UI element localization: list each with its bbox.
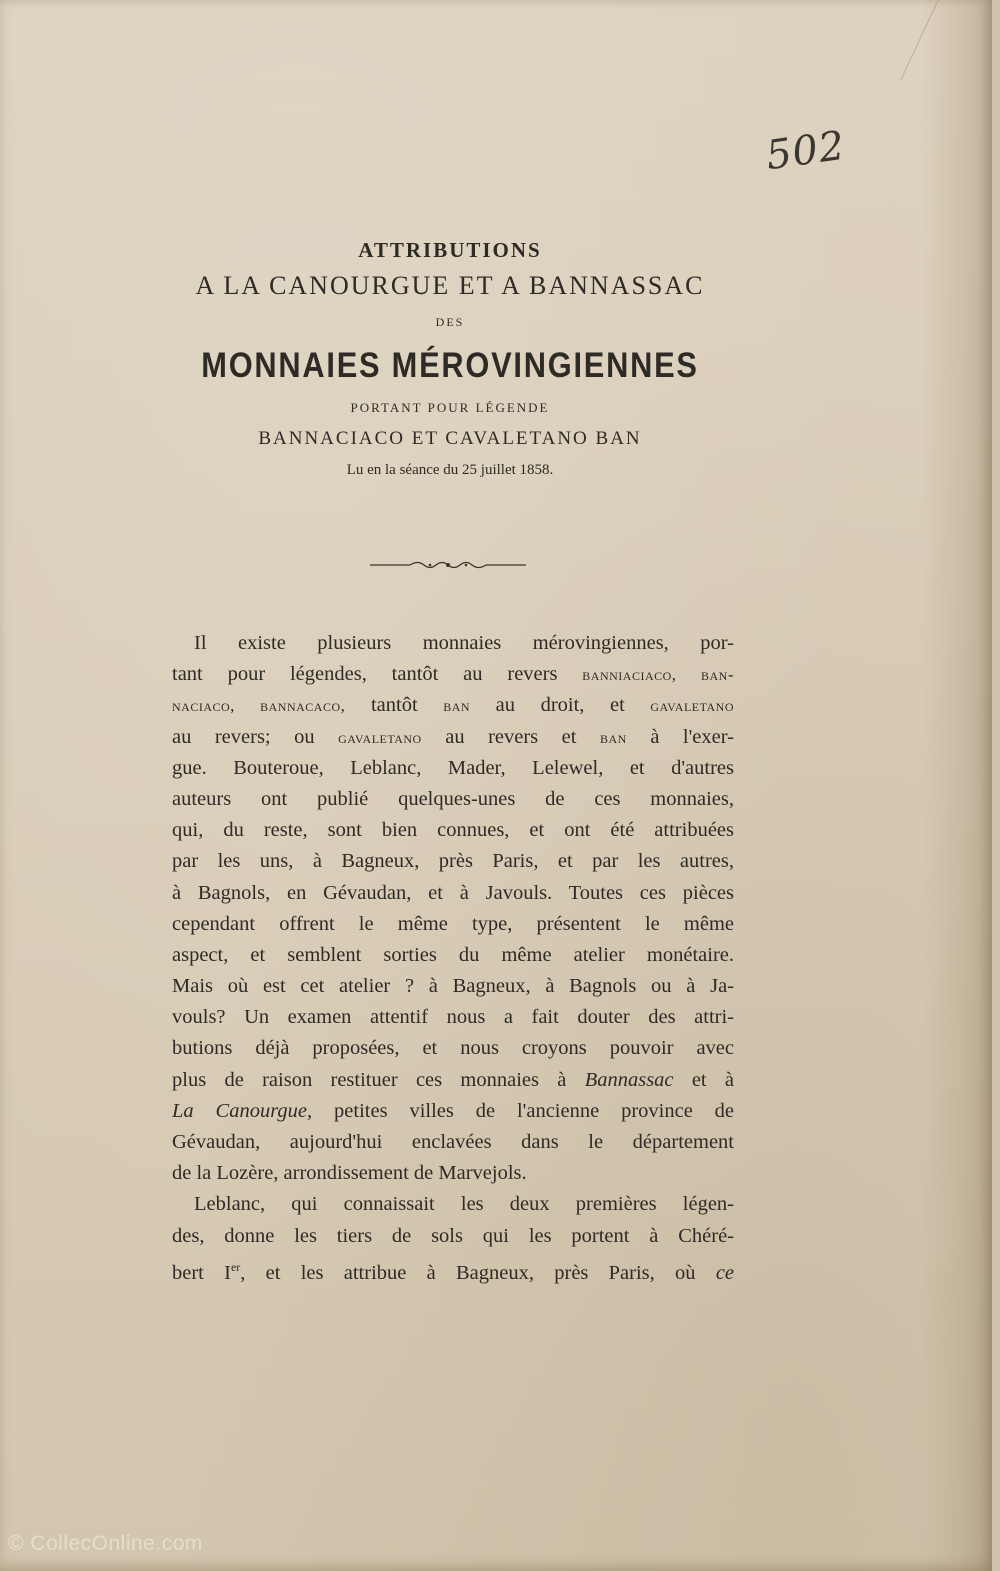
title-session-date: Lu en la séance du 25 juillet 1858.: [346, 462, 554, 478]
legend-text: banniaciaco, ban-: [582, 665, 735, 685]
text-line: [172, 971, 734, 1002]
text-segment: au revers et: [445, 725, 577, 748]
text-segment: gue. Bouteroue, Leblanc, Mader, Lelewel, et d'autres: [172, 756, 734, 779]
text-segment: Leblanc, qui connaissait les deux premières légen-: [194, 1193, 734, 1216]
text-line: [172, 753, 734, 784]
title-main: MONNAIES MÉROVINGIENNES: [201, 346, 699, 385]
text-segment: et à: [691, 1068, 734, 1091]
handwritten-inventory-number: 502: [763, 122, 849, 180]
text-segment: Mais où est cet atelier ? à Bagneux, à Bagnols ou à Ja-: [172, 975, 734, 998]
text-segment: à Bagnols, en Gévaudan, et à Javouls. Toutes ces pièces: [172, 881, 734, 904]
text-segment: tantôt: [370, 694, 418, 717]
text-line: [172, 784, 734, 815]
legend-text: naciaco, bannacaco,: [172, 696, 346, 716]
text-segment: de la Lozère, arrondissement de Marvejols.: [172, 1162, 527, 1185]
watermark-text: © CollecOnline.com: [8, 1532, 203, 1555]
title-legends: BANNACIACO ET CAVALETANO BAN: [258, 428, 642, 449]
text-line: [172, 909, 734, 940]
text-line: [172, 1127, 734, 1158]
superscript: er: [230, 1259, 241, 1274]
legend-text: gavaletano: [338, 727, 422, 747]
italic-catchword: ce: [715, 1261, 735, 1284]
text-segment: qui, du reste, sont bien connues, et ont été attribuées: [172, 819, 734, 842]
title-des: DES: [435, 315, 465, 329]
text-segment: petites villes de l'ancienne province de: [334, 1099, 735, 1122]
title-portant: PORTANT POUR LÉGENDE: [350, 400, 550, 415]
italic-place-name: La Canourgue,: [172, 1099, 313, 1122]
text-segment: par les uns, à Bagneux, près Paris, et par les autres,: [172, 850, 734, 873]
text-line: [172, 690, 734, 721]
ornament-divider-icon: [370, 558, 526, 572]
text-line: [172, 628, 734, 659]
text-line: [172, 659, 734, 690]
text-segment: tant pour légendes, tantôt au revers: [172, 663, 558, 686]
text-line: [172, 1033, 734, 1064]
text-segment: des, donne les tiers de sols qui les portent à Chéré-: [172, 1224, 734, 1247]
title-places: A LA CANOURGUE ET A BANNASSAC: [195, 271, 705, 300]
legend-text: ban: [443, 696, 471, 716]
text-line: [172, 1158, 734, 1189]
text-segment: auteurs ont publié quelques-unes de ces monnaies,: [172, 787, 734, 810]
text-segment: au droit, et: [495, 694, 625, 717]
text-line: [172, 940, 734, 971]
text-segment: plus de raison restituer ces monnaies à: [172, 1068, 567, 1091]
text-segment: , et les attribue à Bagneux, près Paris, où: [240, 1261, 696, 1284]
text-segment: cependant offrent le même type, présentent le même: [172, 912, 734, 935]
text-line: [172, 1002, 734, 1033]
text-line: [172, 722, 734, 753]
body-text: [172, 628, 734, 1283]
legend-text: gavaletano: [650, 696, 734, 716]
text-segment: Gévaudan, aujourd'hui enclavées dans le département: [172, 1131, 734, 1153]
text-segment: au revers; ou: [172, 725, 315, 748]
text-segment: butions déjà proposées, et nous croyons pouvoir avec: [172, 1037, 734, 1060]
text-line: [172, 1189, 734, 1220]
text-segment: aspect, et semblent sorties du même atelier monétaire.: [172, 943, 734, 966]
title-block: [150, 238, 750, 491]
text-line: [172, 846, 734, 877]
text-line: [172, 878, 734, 909]
text-line: [172, 815, 734, 846]
text-line: [172, 1221, 734, 1252]
text-line: [172, 1096, 734, 1127]
page-edge-shadow: [922, 0, 992, 1571]
italic-place-name: Bannassac: [584, 1068, 674, 1091]
text-segment: à l'exer-: [650, 725, 734, 748]
text-line: [172, 1252, 734, 1283]
text-segment: vouls? Un examen attentif nous a fait douter des attri-: [172, 1006, 734, 1029]
text-segment: Il existe plusieurs monnaies mérovingiennes, por-: [194, 632, 734, 654]
title-attributions: ATTRIBUTIONS: [358, 238, 542, 262]
text-line: [172, 1065, 734, 1096]
text-segment: bert I: [172, 1261, 231, 1284]
legend-text: ban: [599, 727, 627, 747]
